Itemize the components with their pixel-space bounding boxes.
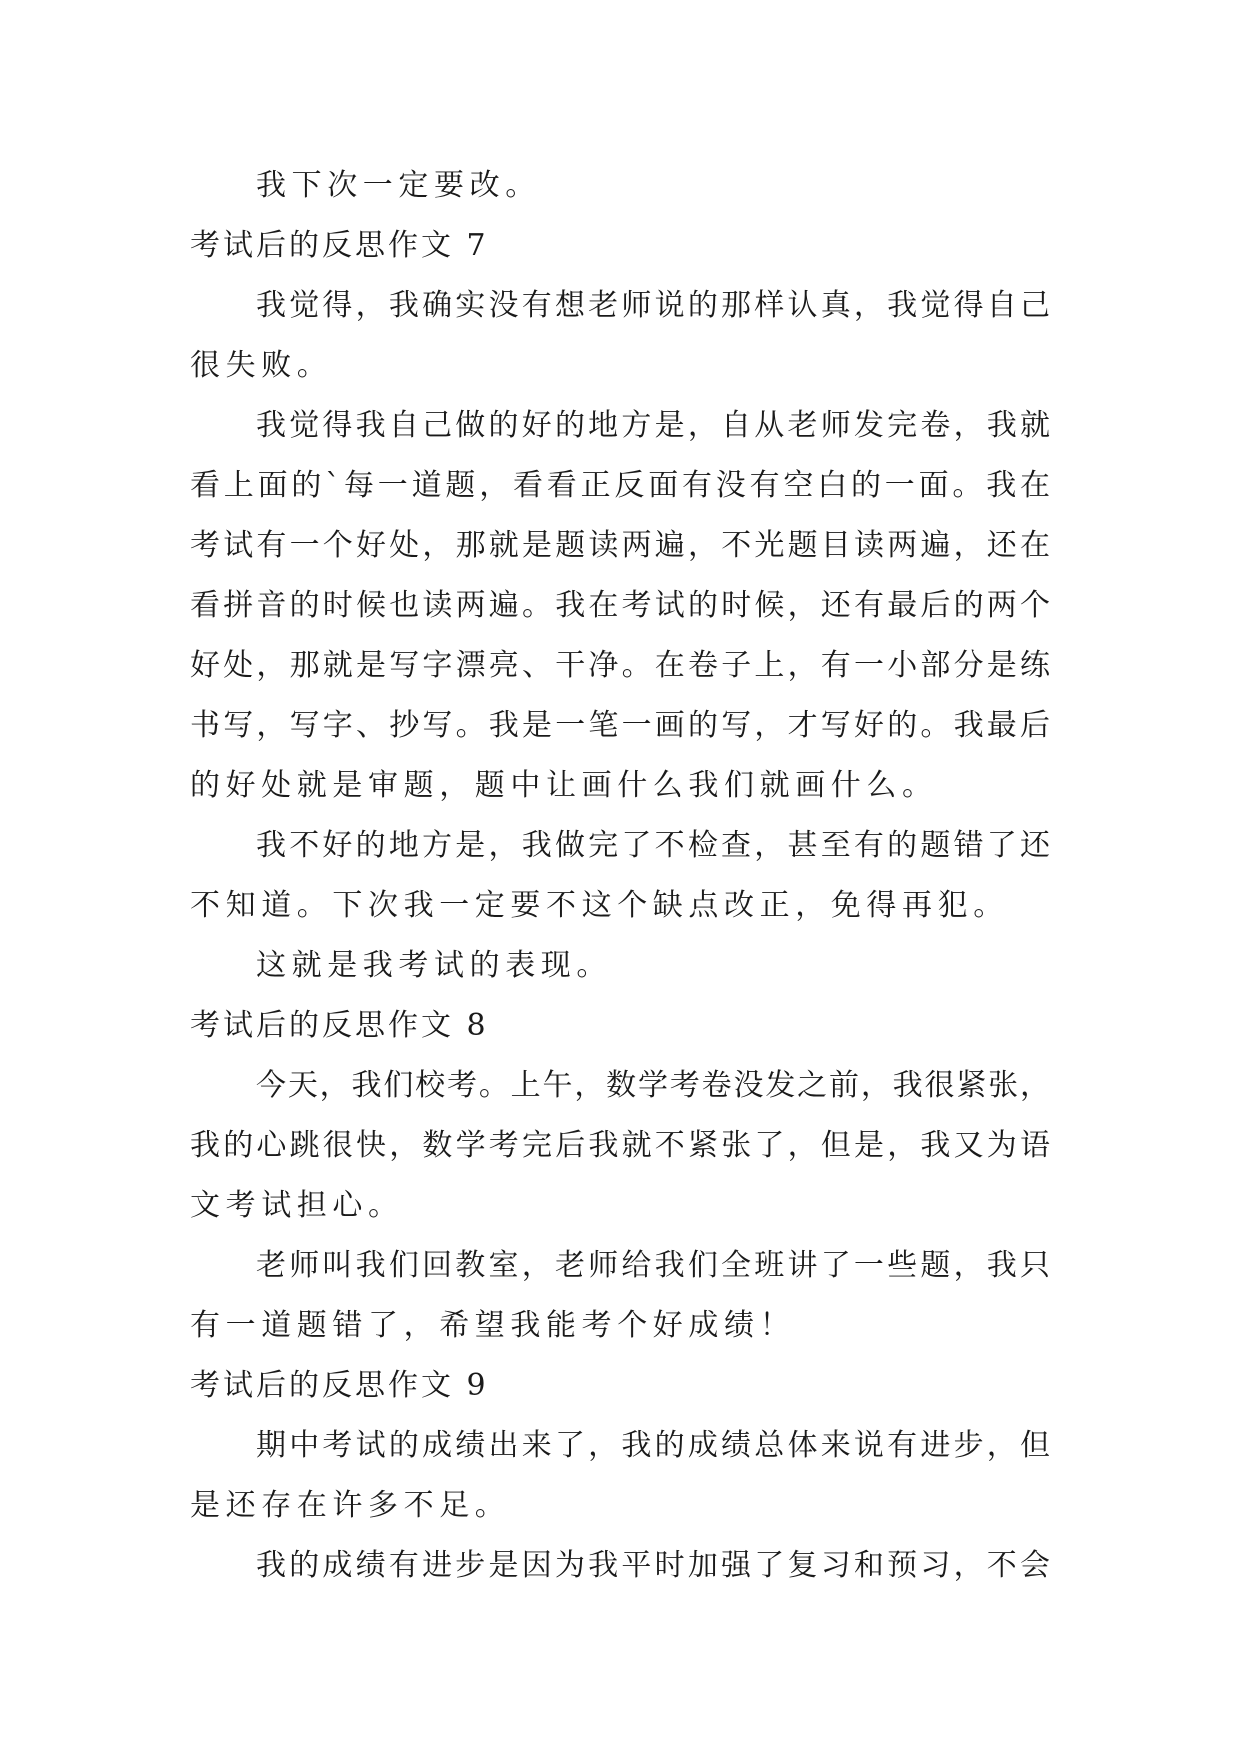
section-heading-9: 考试后的反思作文 9	[190, 1368, 489, 1403]
paragraph-line: 老师叫我们回教室，老师给我们全班讲了一些题，我只	[256, 1248, 1050, 1283]
paragraph-line: 看拼音的时候也读两遍。我在考试的时候，还有最后的两个	[190, 588, 1050, 623]
paragraph-line: 的好处就是审题，题中让画什么我们就画什么。	[190, 768, 938, 803]
paragraph-line: 我下次一定要改。	[256, 168, 541, 203]
paragraph-line: 不知道。下次我一定要不这个缺点改正，免得再犯。	[190, 888, 1009, 923]
paragraph-line: 我的心跳很快，数学考完后我就不紧张了，但是，我又为语	[190, 1128, 1050, 1163]
paragraph-line: 我觉得，我确实没有想老师说的那样认真，我觉得自己	[256, 288, 1050, 323]
paragraph-line: 期中考试的成绩出来了，我的成绩总体来说有进步，但	[256, 1428, 1050, 1463]
paragraph-line: 我不好的地方是，我做完了不检查，甚至有的题错了还	[256, 828, 1050, 863]
paragraph-line: 书写，写字、抄写。我是一笔一画的写，才写好的。我最后	[190, 708, 1050, 743]
paragraph-line: 是还存在许多不足。	[190, 1488, 511, 1523]
paragraph-line: 文考试担心。	[190, 1188, 404, 1223]
paragraph-line: 好处，那就是写字漂亮、干净。在卷子上，有一小部分是练	[190, 648, 1050, 683]
section-heading-8: 考试后的反思作文 8	[190, 1008, 489, 1043]
paragraph-line: 今天，我们校考。上午，数学考卷没发之前，我很紧张，	[256, 1068, 1050, 1103]
paragraph-line: 我觉得我自己做的好的地方是，自从老师发完卷，我就	[256, 408, 1050, 443]
section-heading-7: 考试后的反思作文 7	[190, 228, 489, 263]
paragraph-line: 我的成绩有进步是因为我平时加强了复习和预习，不会	[256, 1548, 1050, 1583]
paragraph-line: 看上面的`每一道题，看看正反面有没有空白的一面。我在	[190, 468, 1050, 503]
paragraph-line: 有一道题错了，希望我能考个好成绩！	[190, 1308, 796, 1343]
paragraph-line: 很失败。	[190, 348, 333, 383]
paragraph-line: 考试有一个好处，那就是题读两遍，不光题目读两遍，还在	[190, 528, 1050, 563]
paragraph-line: 这就是我考试的表现。	[256, 948, 612, 983]
